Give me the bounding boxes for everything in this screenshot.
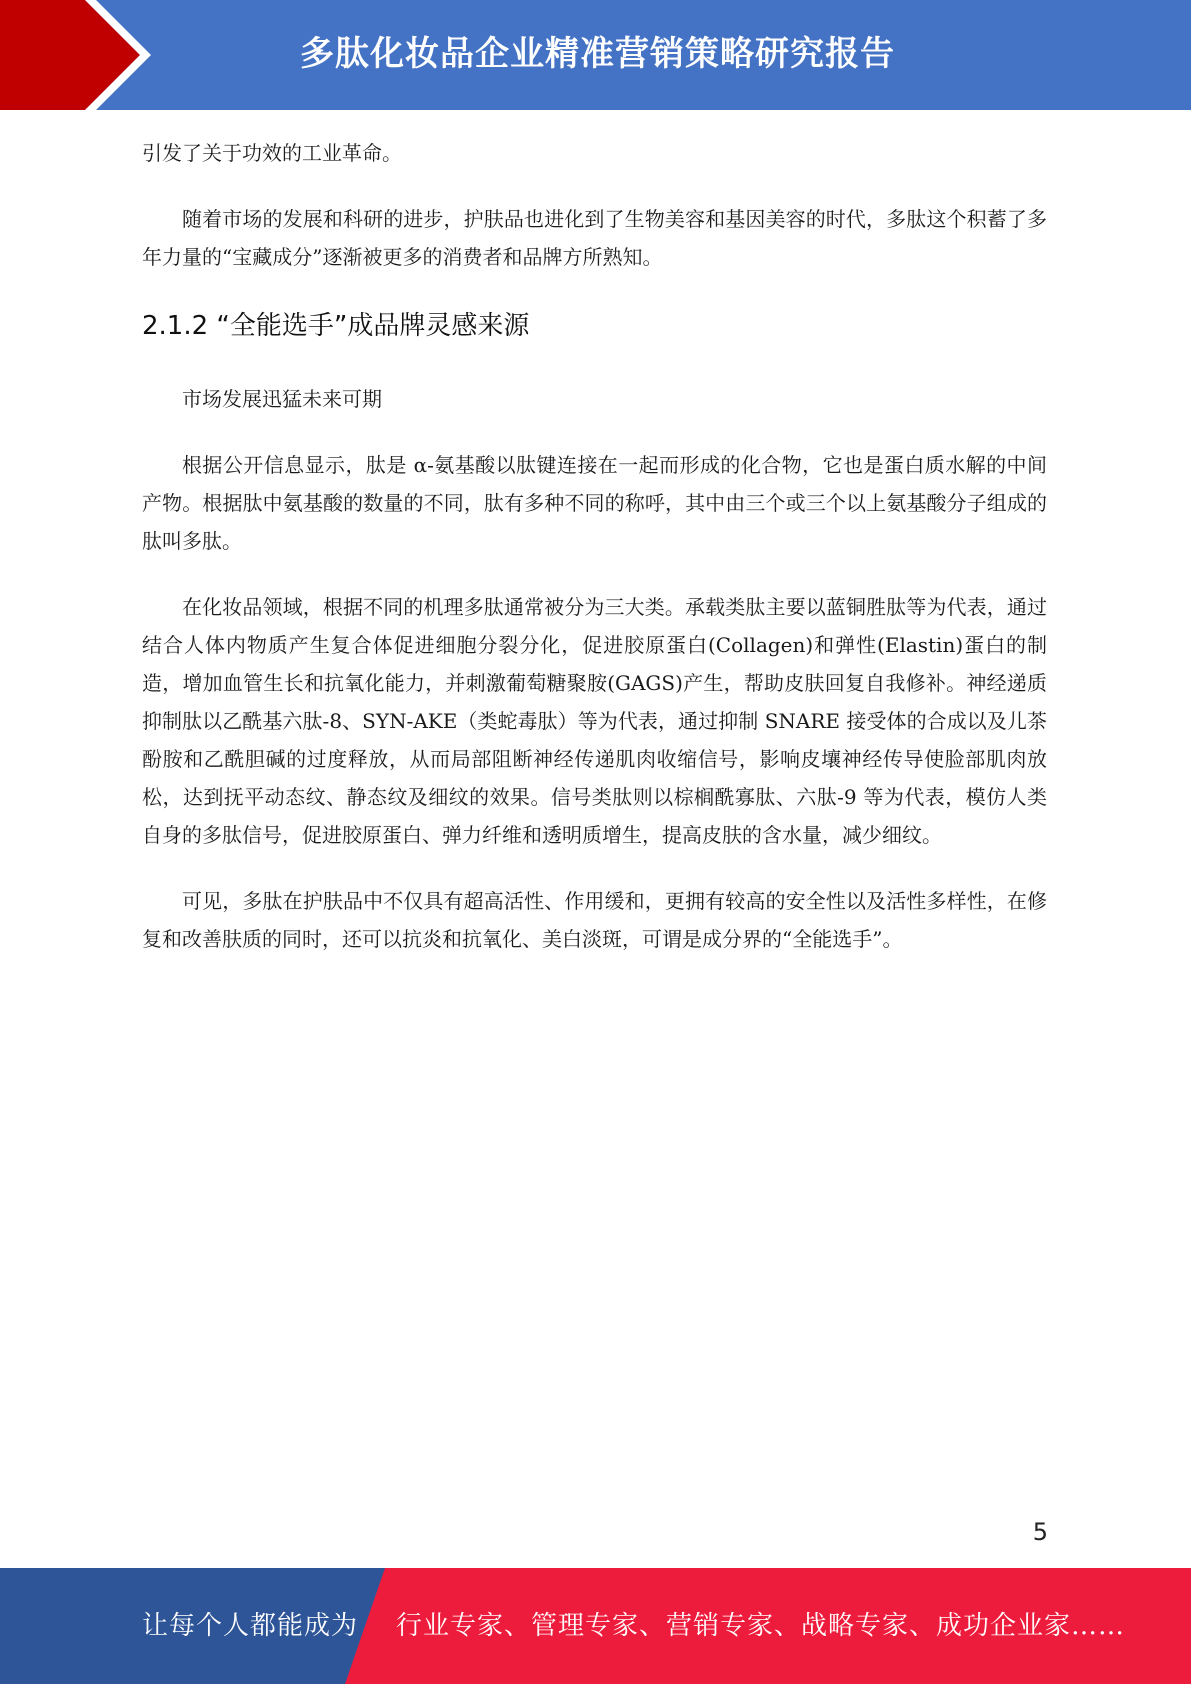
header-chevron-decoration (0, 0, 160, 110)
footer-slogan-right: 行业专家、管理专家、营销专家、战略专家、成功企业家…… (396, 1611, 1126, 1641)
paragraph-conclusion: 可见，多肽在护肤品中不仅具有超高活性、作用缓和，更拥有较高的安全性以及活性多样性，在修复和改善肤质的同时，还可以抗炎和抗氧化、美白淡斑，可谓是成分界的“全能选手”。 (142, 889, 1047, 951)
page-content (142, 134, 1047, 986)
paragraph-market-development: 随着市场的发展和科研的进步，护肤品也进化到了生物美容和基因美容的时代，多肽这个积蓄了多年力量的“宝藏成分”逐渐被更多的消费者和品牌方所熟知。 (142, 207, 1047, 269)
paragraph-peptide-categories: 在化妆品领域，根据不同的机理多肽通常被分为三大类。承载类肽主要以蓝铜胜肽等为代表，通过结合人体内物质产生复合体促进细胞分裂分化，促进胶原蛋白(Collagen)和弹性(Elastin)蛋白的制造，增加血管生长和抗氧化能力，并刺激葡萄糖聚胺(GAGS)产生，帮助皮肤回复自我修补。神经递质抑制肽以乙酰基六肽-8、SYN-AKE（类蛇毒肽）等为代表，通过抑制 SNARE 接受体的合成以及儿茶酚胺和乙酰胆碱的过度释放，从而局部阻断神经传递肌肉收缩信号，影响皮壤神经传导使脸部肌肉放松，达到抚平动态纹、静态纹及细纹的效果。信号类肽则以棕榈酰寡肽、六肽-9 等为代表，模仿人类自身的多肽信号，促进胶原蛋白、弹力纤维和透明质增生，提高皮肤的含水量，减少细纹。 (142, 595, 1047, 847)
footer-slogan-left: 让每个人都能成为 (142, 1611, 359, 1641)
paragraph-continuation: 引发了关于功效的工业革命。 (142, 141, 402, 165)
paragraph-peptide-definition: 根据公开信息显示，肽是 α-氨基酸以肽键连接在一起而形成的化合物，它也是蛋白质水解的中间产物。根据肽中氨基酸的数量的不同，肽有多种不同的称呼，其中由三个或三个以上氨基酸分子组成的肽叫多肽。 (142, 453, 1047, 553)
paragraph-subheading: 市场发展迅猛未来可期 (182, 387, 382, 411)
report-title: 多肽化妆品企业精准营销策略研究报告 (300, 34, 895, 74)
page-header (0, 0, 1191, 110)
page-footer (0, 1568, 1191, 1684)
page-number: 5 (1032, 1518, 1048, 1546)
section-heading: 2.1.2 “全能选手”成品牌灵感来源 (142, 311, 530, 341)
